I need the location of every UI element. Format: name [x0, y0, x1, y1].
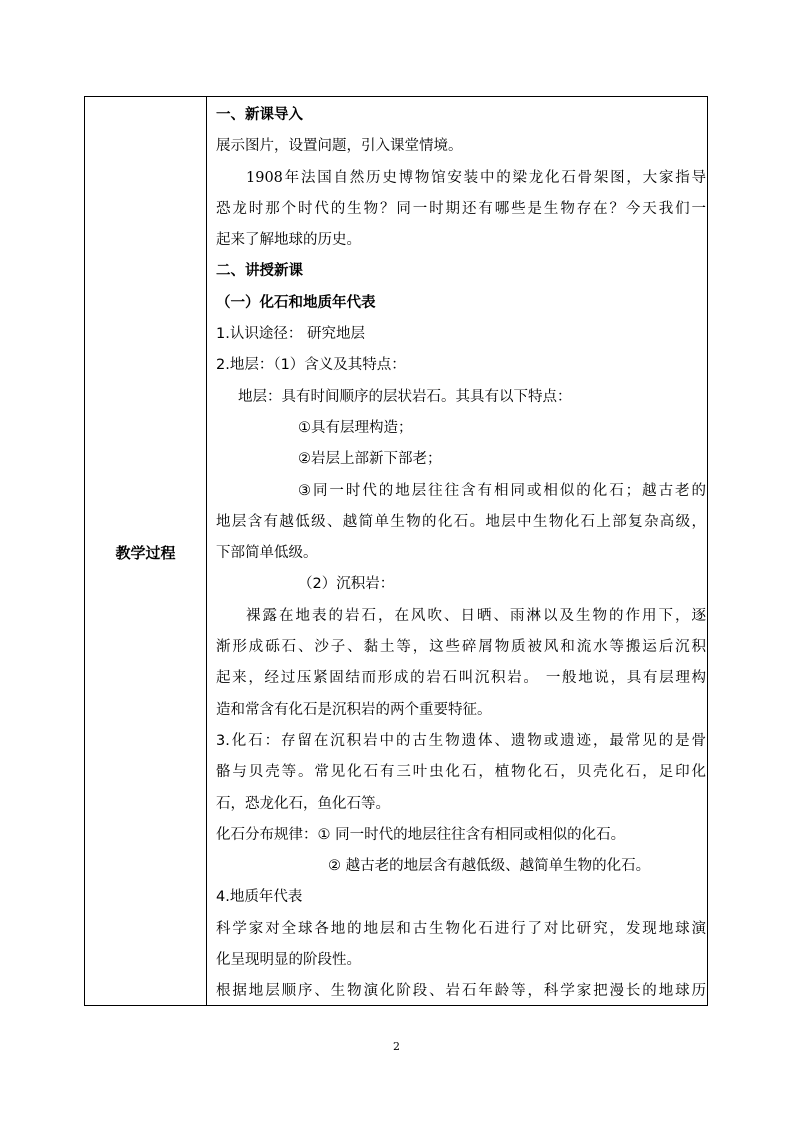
- rule-item: ② 越古老的地层含有越低级、越简单生物的化石。: [328, 858, 651, 875]
- paragraph-line: 起来了解地球的历史。: [216, 232, 361, 249]
- list-item: 1.认识途径： 研究地层: [216, 326, 365, 343]
- rule-item: 化石分布规律：① 同一时代的地层往往含有相同或相似的化石。: [216, 826, 626, 843]
- content-cell: [216, 100, 706, 1008]
- paragraph-line: 渐形成砾石、沙子、黏土等，这些碎屑物质被风和流水等搬运后沉积: [216, 639, 706, 656]
- list-item: 3.化石：存留在沉积岩中的古生物遗体、遗物或遗迹，最常见的是骨: [216, 732, 706, 749]
- row-label-cell: [85, 97, 206, 1005]
- year-text: 1908: [246, 169, 283, 186]
- feature-item: ②岩层上部新下部老；: [298, 451, 442, 468]
- paragraph-line: 根据地层顺序、生物演化阶段、岩石年龄等，科学家把漫长的地球历: [216, 983, 706, 1000]
- section-title: 一、新课导入: [216, 107, 303, 123]
- paragraph-line: 展示图片，设置问题，引入课堂情境。: [216, 138, 463, 155]
- paragraph-line: 恐龙时那个时代的生物？同一时期还有哪些是生物存在？今天我们一: [216, 200, 706, 217]
- paragraph-line: 科学家对全球各地的地层和古生物化石进行了对比研究，发现地球演: [216, 920, 706, 937]
- subsection-title: （2）沉积岩：: [298, 576, 395, 593]
- list-item: 2.地层：（1）含义及其特点：: [216, 357, 406, 374]
- paragraph-line: 骼与贝壳等。常见化石有三叶虫化石，植物化石，贝壳化石，足印化: [216, 764, 706, 781]
- paragraph-line: 裸露在地表的岩石，在风吹、日晒、雨淋以及生物的作用下，逐: [246, 607, 706, 624]
- paragraph-line: 地层含有越低级、越简单生物的化石。地层中生物化石上部复杂高级，: [216, 513, 706, 530]
- paragraph-line: 地层：具有时间顺序的层状岩石。其具有以下特点：: [238, 388, 572, 405]
- subsection-title: （一）化石和地质年代表: [216, 294, 376, 311]
- column-divider: [206, 97, 207, 1005]
- paragraph-line: 化呈现明显的阶段性。: [216, 952, 361, 969]
- paragraph-line: 下部简单低级。: [216, 545, 318, 562]
- list-item: 4.地质年代表: [216, 889, 303, 906]
- feature-item: ①具有层理构造；: [298, 419, 413, 436]
- page-number: 2: [393, 1040, 400, 1053]
- paragraph-text: 年法国自然历史博物馆安装中的梁龙化石骨架图，大家指导: [282, 169, 706, 186]
- feature-item: ③同一时代的地层往往含有相同或相似的化石；越古老的: [298, 482, 706, 499]
- paragraph-line: 造和常含有化石是沉积岩的两个重要特征。: [216, 701, 492, 718]
- paragraph-line: 石，恐龙化石，鱼化石等。: [216, 795, 390, 812]
- lesson-table: [84, 96, 708, 1006]
- row-label: 教学过程: [115, 543, 176, 562]
- paragraph-line: 起来，经过压紧固结而形成的岩石叫沉积岩。 一般地说，具有层理构: [216, 670, 706, 687]
- paragraph-line: [216, 163, 706, 194]
- section-title: 二、讲授新课: [216, 263, 303, 280]
